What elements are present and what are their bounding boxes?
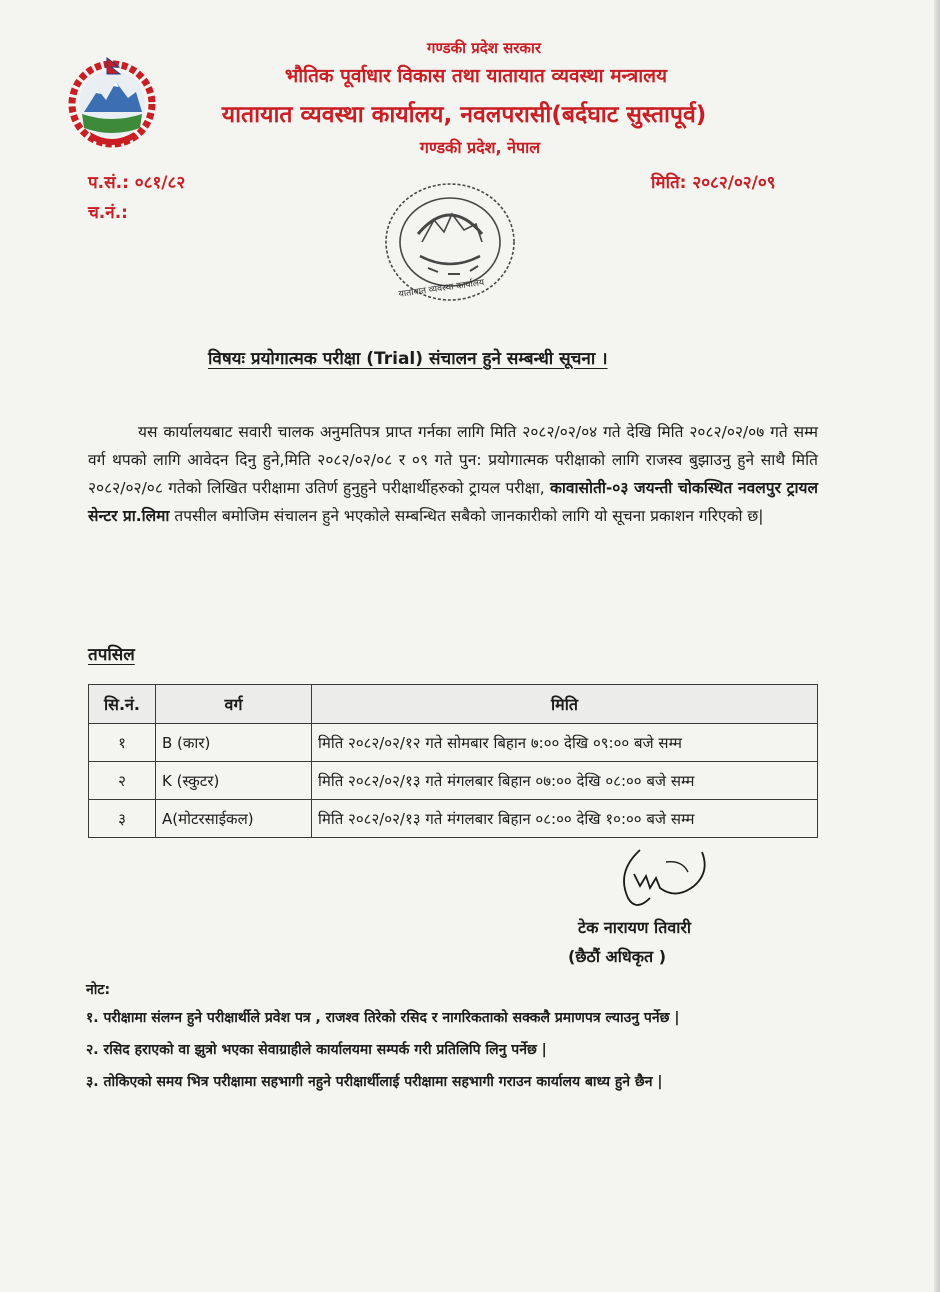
table-row — [89, 724, 818, 762]
handwritten-signature-icon — [606, 842, 726, 914]
serial-cell: १ — [89, 724, 156, 762]
letterhead-government: गण्डकी प्रदेश सरकार — [427, 39, 541, 57]
letterhead-office: यातायात व्यवस्था कार्यालय, नवलपरासी(बर्दघाट सुस्तापूर्व) — [221, 102, 707, 128]
letterhead-province: गण्डकी प्रदेश, नेपाल — [419, 138, 541, 157]
schedule-table — [88, 684, 818, 838]
body-text-before: यस कार्यालयबाट सवारी चालक अनुमतिपत्र प्राप्त गर्नका लागि मिति २०८२/०२/०४ गते देखि मिति २०८२/०२/०७ गते सम्म वर्ग थपको लागि आवेदन दिनु हुने,मिति २०८२/०२/०८ र ०९ गते पुन: प्रयोगात्मक परीक्षाको लागि राजस्व बुझाउनु हुने साथै मिति २०८२/०२/०८ गतेको लिखित परीक्षामा उतिर्ण हुनुहुने परीक्षार्थीहरुको ट्रायल परीक्षा, — [88, 423, 818, 497]
column-header-serial: सि.नं. — [89, 685, 156, 724]
table-header-row — [89, 685, 818, 724]
category-cell: K (स्कुटर) — [156, 762, 312, 800]
category-cell: A(मोटरसाईकल) — [156, 800, 312, 838]
body-text-after: तपसील बमोजिम संचालन हुने भएकोले सम्बन्धित सबैको जानकारीको लागि यो सूचना प्रकाशन गरिएको छ| — [174, 507, 764, 525]
dispatch-number: च.नं.: — [88, 203, 128, 223]
serial-cell: ३ — [89, 800, 156, 838]
category-cell: B (कार) — [156, 724, 312, 762]
table-row — [89, 800, 818, 838]
table-row — [89, 762, 818, 800]
date-cell: मिति २०८२/०२/१३ गते मंगलबार बिहान ०८:०० देखि १०:०० बजे सम्म — [312, 800, 818, 838]
date-cell: मिति २०८२/०२/१३ गते मंगलबार बिहान ०७:०० देखि ०८:०० बजे सम्म — [312, 762, 818, 800]
note-item: १. परीक्षामा संलग्न हुने परीक्षार्थीले प्रवेश पत्र , राजश्व तिरेको रसिद र नागरिकताको सक्कलै प्रमाणपत्र ल्याउनु पर्नेछ | — [86, 1010, 680, 1026]
column-header-date: मिति — [312, 685, 818, 724]
note-item: २. रसिद हराएको वा झुत्रो भएका सेवाग्राहीले कार्यालयमा सम्पर्क गरी प्रतिलिपि लिनु पर्नेछ | — [86, 1042, 547, 1058]
signatory-name: टेक नारायण तिवारी — [578, 918, 692, 937]
notice-subject: विषयः प्रयोगात्मक परीक्षा (Trial) संचालन हुने सम्बन्धी सूचना । — [208, 349, 608, 369]
trial-center-location: कावासोती-०३ जयन्ती चोकस्थित नवलपुर ट्रायल सेन्टर प्रा.लिमा — [88, 479, 818, 525]
letterhead-ministry: भौतिक पूर्वाधार विकास तथा यातायात व्यवस्था मन्त्रालय — [284, 65, 668, 87]
letter-date: मिति: २०८२/०२/०९ — [651, 173, 776, 193]
notes-heading: नोट: — [86, 982, 111, 998]
stamp-text: यातायात व्यवस्था कार्यालय — [398, 277, 485, 300]
date-cell: मिति २०८२/०२/१२ गते सोमबार बिहान ७:०० देखि ०९:०० बजे सम्म — [312, 724, 818, 762]
page-edge — [934, 0, 940, 1292]
column-header-category: वर्ग — [156, 685, 312, 724]
notes-section — [86, 980, 826, 1101]
office-seal-stamp-icon — [378, 176, 538, 308]
schedule-heading: तपसिल — [88, 645, 135, 665]
signatory-post: (छैठौं अधिकृत ) — [568, 947, 667, 966]
serial-cell: २ — [89, 762, 156, 800]
notice-body — [88, 418, 818, 530]
reference-number: प.सं.: ०८१/८२ — [88, 173, 186, 193]
note-item: ३. तोकिएको समय भित्र परीक्षामा सहभागी नहुने परीक्षार्थीलाई परीक्षामा सहभागी गराउन कार्यालय बाध्य हुने छैन | — [86, 1074, 663, 1090]
